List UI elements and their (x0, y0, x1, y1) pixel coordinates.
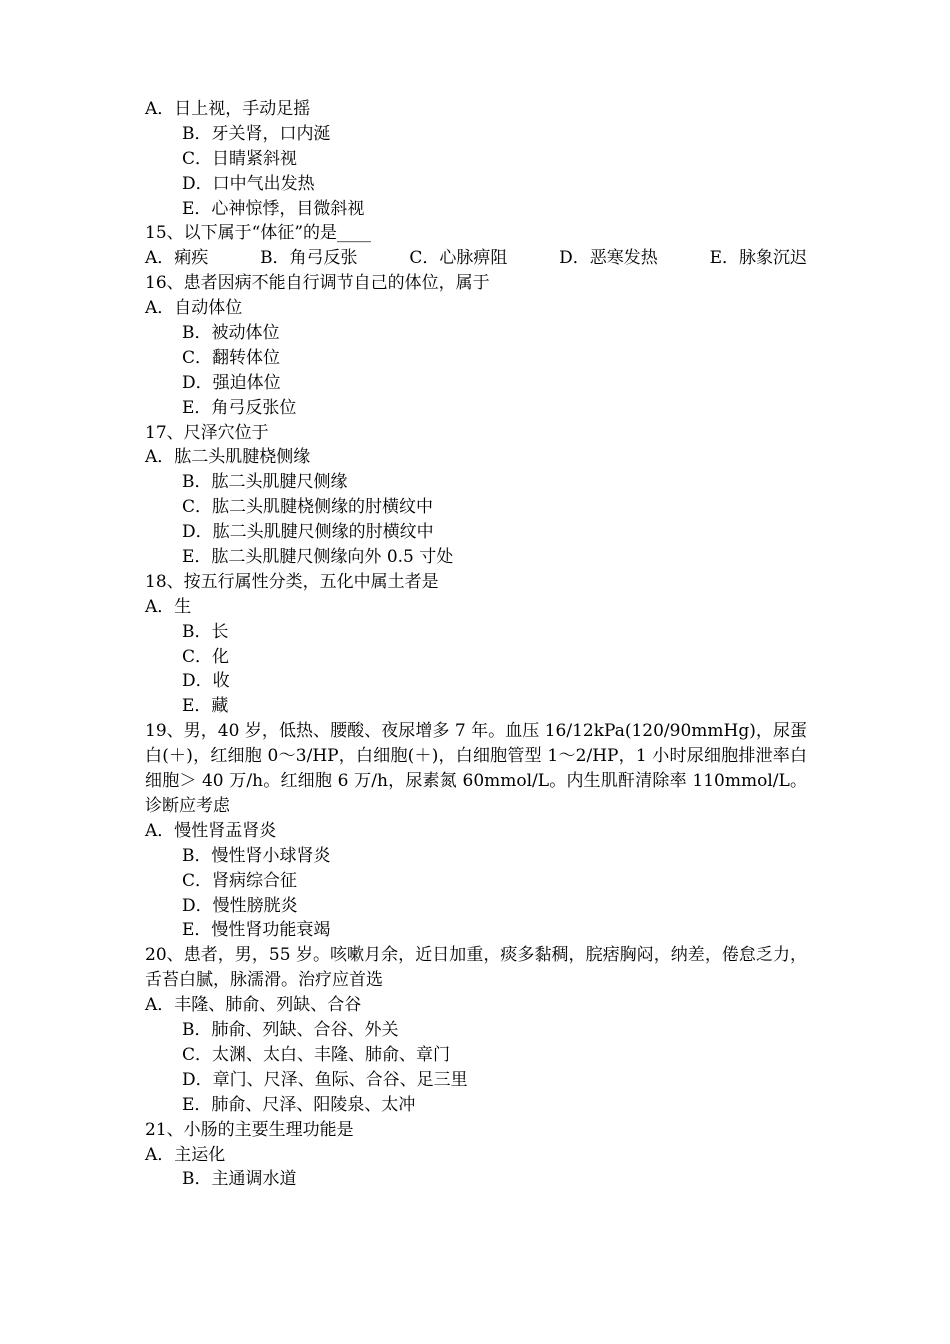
q14-option-e: E．心神惊悸，目微斜视 (182, 198, 365, 219)
q16-option-e: E．角弓反张位 (182, 397, 297, 418)
document-page (145, 97, 807, 1192)
q20-stem: 20、患者，男，55 岁。咳嗽月余，近日加重，痰多黏稠，脘痞胸闷，纳差，倦怠乏力，舌苔白腻，脉濡滑。治疗应首选 (145, 945, 807, 991)
q20-option-b: B．肺俞、列缺、合谷、外关 (182, 1020, 399, 1041)
q16-option-d: D．强迫体位 (182, 372, 281, 393)
q20-option-a: A．丰隆、肺俞、列缺、合谷 (145, 995, 362, 1016)
q17-option-a: A．肱二头肌腱桡侧缘 (145, 447, 311, 468)
q16-stem: 16、患者因病不能自行调节自己的体位，属于 (145, 273, 490, 294)
q21-stem: 21、小肠的主要生理功能是 (145, 1119, 354, 1140)
q15-option-e: E．脉象沉迟 (709, 248, 807, 269)
q17-option-d: D．肱二头肌腱尺侧缘的肘横纹中 (182, 522, 434, 543)
q14-option-b: B．牙关肾，口内涎 (182, 123, 331, 144)
q17-stem: 17、尺泽穴位于 (145, 422, 269, 443)
q16-option-c: C．翻转体位 (182, 347, 281, 368)
q19-option-e: E．慢性肾功能衰竭 (182, 920, 331, 941)
q15-options-row (145, 246, 807, 271)
q17-option-b: B．肱二头肌腱尺侧缘 (182, 472, 348, 493)
q15-option-d: D．恶寒发热 (559, 248, 658, 269)
q14-option-a: A．日上视，手动足摇 (145, 99, 311, 119)
q18-option-b: B．长 (182, 621, 229, 642)
q15-option-a: A．痢疾 (145, 248, 209, 269)
q18-stem: 18、按五行属性分类，五化中属土者是 (145, 571, 439, 592)
q18-option-e: E．藏 (182, 696, 229, 717)
q14-option-d: D．口中气出发热 (182, 173, 315, 194)
q19-option-d: D．慢性膀胱炎 (182, 895, 298, 916)
q21-option-b: B．主通调水道 (182, 1169, 297, 1190)
q19-option-a: A．慢性肾盂肾炎 (145, 820, 277, 841)
q21-option-a: A．主运化 (145, 1144, 226, 1165)
q19-stem: 19、男，40 岁，低热、腰酸、夜尿增多 7 年。血压 16/12kPa(120/90mmHg)，尿蛋白(＋)，红细胞 0～3/HP，白细胞(＋)，白细胞管型 1～2/HP，1 小时尿细胞排泄率白细胞＞ 40 万/h。红细胞 6 万/h，尿素氮 60mmol/L。内生肌酐清除率 110mmol/L。诊断应考虑 (145, 721, 807, 816)
q15-option-c: C．心脉痹阻 (409, 248, 508, 269)
q14-option-c: C．日睛紧斜视 (182, 148, 298, 169)
q18-option-d: D．收 (182, 671, 230, 692)
q19-option-c: C．肾病综合征 (182, 870, 298, 891)
q19-option-b: B．慢性肾小球肾炎 (182, 845, 331, 866)
q18-option-c: C．化 (182, 646, 230, 667)
q20-option-d: D．章门、尺泽、鱼际、合谷、足三里 (182, 1069, 468, 1090)
q18-option-a: A．生 (145, 596, 192, 617)
q20-option-c: C．太渊、太白、丰隆、肺俞、章门 (182, 1044, 451, 1065)
q16-option-a: A．自动体位 (145, 298, 243, 319)
q17-option-c: C．肱二头肌腱桡侧缘的肘横纹中 (182, 497, 434, 518)
q20-option-e: E．肺俞、尺泽、阳陵泉、太冲 (182, 1094, 416, 1115)
q16-option-b: B．被动体位 (182, 323, 280, 344)
q17-option-e: E．肱二头肌腱尺侧缘向外 0.5 寸处 (182, 547, 454, 568)
q15-option-b: B．角弓反张 (260, 248, 358, 269)
q15-stem: 15、以下属于“体征”的是____ (145, 223, 372, 244)
